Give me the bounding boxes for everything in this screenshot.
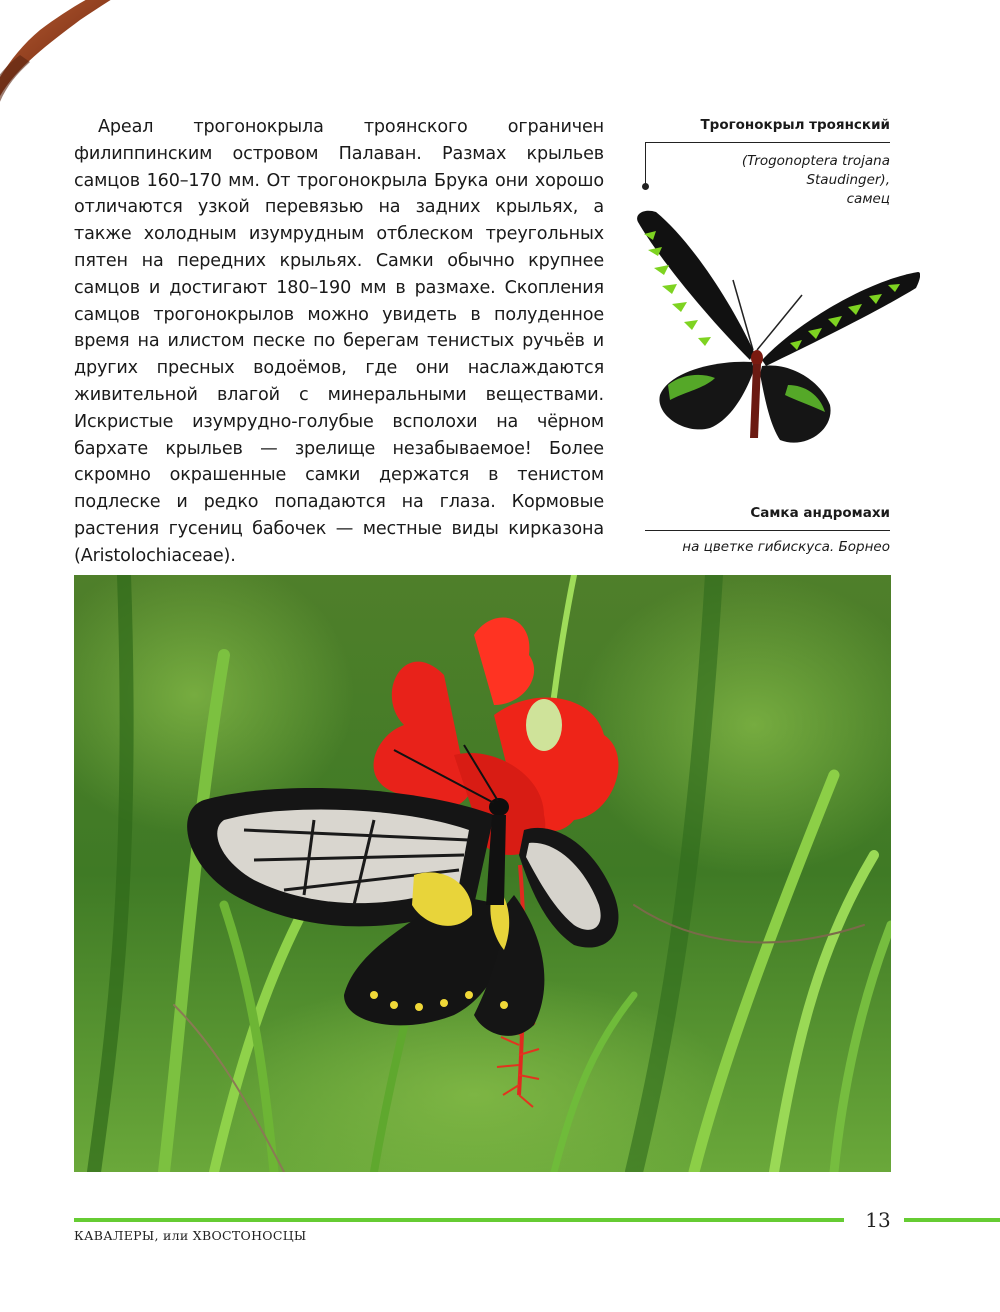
caption-subtitle-line1: (Trogonoptera trojana Staudinger), [741,153,890,188]
running-head-part1: КАВАЛЕРЫ [74,1228,155,1243]
caption-title-trogonoptera: Трогонокрыл троянский [700,117,890,133]
caption-pointer-line [645,142,646,186]
caption-rule-2 [645,530,890,531]
wooden-handle-decoration [0,0,180,120]
andromache-butterfly-photo [74,575,891,1172]
running-head-part2: , или [154,1228,193,1243]
caption-pointer-dot [642,183,649,190]
page-number: 13 [865,1208,891,1232]
caption-subtitle-andromache: на цветке гибискуса. Борнео [682,539,890,555]
footer-accent-line-left [74,1218,844,1222]
running-head [74,1228,307,1243]
running-head-part3: ХВОСТОНОСЦЫ [192,1228,307,1243]
main-paragraph: Ареал трогонокрыла троянского ограничен филиппинским островом Палаван. Размах крыльев самцов 160–170 мм. От трогонокрыла Брука они хорошо отличаются узкой перевязью на задних крыльях, а также холодным изумрудным отблеском треугольных пятен на передних крыльях. Самки обычно крупнее самцов и достигают 180–190 мм в размахе. Скопления самцов трогонокрылов можно увидеть в полуденное время на илистом песке по берегам тенистых ручьёв и других пресных водоёмов, где они наслаждаются живительной влагой с минеральными веществами. Искристые изумрудно-голубые всполохи на чёрном бархате крыльев — зрелище незабываемое! Более скромно окрашенные самки держатся в тенистом подлеске и редко попадаются на глаза. Кормовые растения гусениц бабочек — местные виды кирказона (Aristolochiaceae). [74,117,604,566]
caption-title-andromache: Самка андромахи [750,505,890,521]
caption-rule [645,142,890,143]
trogonoptera-butterfly-image [630,200,920,450]
caption-subtitle-line2: самец [846,191,890,207]
footer-accent-line-right [904,1218,1000,1222]
